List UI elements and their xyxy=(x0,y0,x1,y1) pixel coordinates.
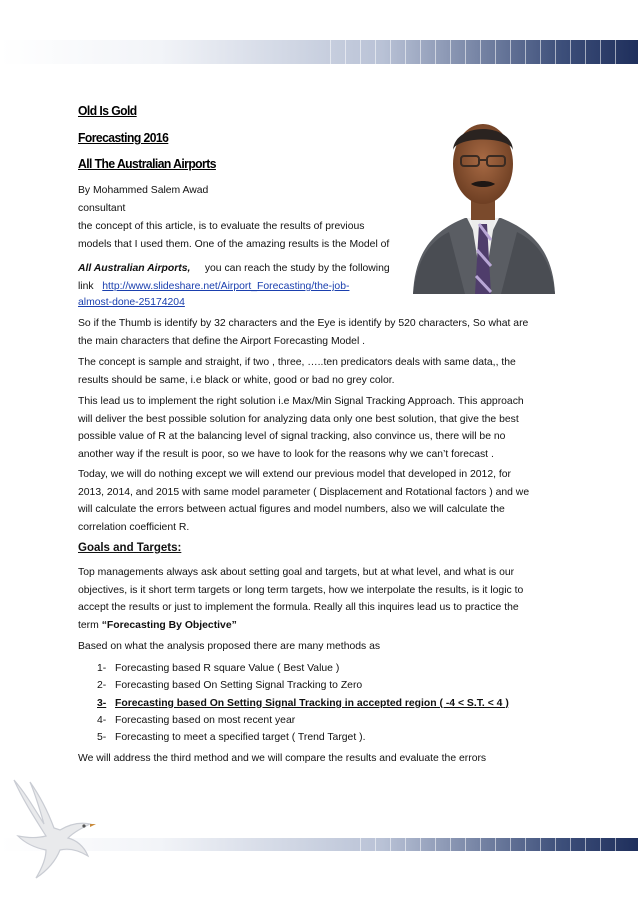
paragraph-line-last xyxy=(78,617,558,635)
paragraph-today xyxy=(78,466,558,536)
paragraph-line: objectives, is it short term targets or long term targets, how we interpolate the results, is it logic to xyxy=(78,584,524,596)
title-line-3: All The Australian Airports xyxy=(78,156,216,171)
list-number: 4- xyxy=(97,714,107,726)
paragraph-line: correlation coefficient R. xyxy=(78,521,190,533)
paragraph-line: accept the results or just to implement the formula. Really all this inquires lead us to practice the xyxy=(78,602,519,614)
paragraph-line: 2013, 2014, and 2015 with same model parameter ( Displacement and Rotational factors ) and we xyxy=(78,486,530,498)
paragraph-approach xyxy=(78,393,558,463)
list-number: 2- xyxy=(97,680,107,692)
paragraph-line: This lead us to implement the right solution i.e Max/Min Signal Tracking Approach. This approach xyxy=(78,396,524,407)
intro-line-3 xyxy=(78,262,390,276)
paragraph-line: So if the Thumb is identify by 32 characters and the Eye is identify by 520 characters, So what are xyxy=(78,318,529,329)
paragraph-line: will calculate the errors between actual figures and model numbers, also we will calculate the xyxy=(78,504,505,516)
link-prefix: link xyxy=(78,281,94,292)
list-number: 1- xyxy=(97,663,107,674)
header-gradient-band xyxy=(0,40,638,64)
list-item xyxy=(97,677,509,694)
paragraph-concept xyxy=(78,354,558,389)
paragraph-line: results should be same, i.e black or white, good or bad no grey color. xyxy=(78,374,395,386)
list-text: Forecasting based On Setting Signal Tracking to Zero xyxy=(115,680,363,692)
methods-list xyxy=(97,660,509,746)
paragraph-line: another way if the result is poor, so we have to look for the reasons why we can’t forecast . xyxy=(78,448,494,460)
list-number: 5- xyxy=(97,732,107,744)
slideshare-link-part-2[interactable]: almost-done-25174204 xyxy=(78,297,185,308)
paragraph-line: possible value of R at the balancing level of signal tracking, also convince us, there will be no xyxy=(78,431,506,443)
intro-line-1: the concept of this article, is to evaluate the results of previous xyxy=(78,221,365,232)
methods-intro: Based on what the analysis proposed there are many methods as xyxy=(78,641,381,652)
list-item-highlighted xyxy=(97,695,509,712)
intro-line-3-text: you can reach the study by the following xyxy=(204,263,390,274)
list-item xyxy=(97,729,509,746)
intro-link-line xyxy=(78,280,349,294)
list-text: Forecasting based on most recent year xyxy=(115,714,296,726)
role-line: consultant xyxy=(78,203,126,214)
title-line-1: Old Is Gold xyxy=(78,103,137,118)
author-portrait xyxy=(405,100,561,294)
list-item xyxy=(97,660,509,677)
goals-heading: Goals and Targets: xyxy=(78,542,182,554)
intro-link-line-2 xyxy=(78,296,185,310)
paragraph-line: will deliver the best possible solution for analyzing data only one best solution, that give the best xyxy=(78,413,519,425)
list-text: Forecasting to meet a specified target ( Trend Target ). xyxy=(115,732,366,744)
list-text: Forecasting based R square Value ( Best Value ) xyxy=(115,663,340,674)
paragraph-line: the main characters that define the Airport Forecasting Model . xyxy=(78,335,366,347)
list-text: Forecasting based On Setting Signal Tracking in accepted region ( -4 < S.T. < 4 ) xyxy=(115,697,509,709)
goals-paragraph xyxy=(78,564,558,634)
model-emphasis: All Australian Airports, xyxy=(78,263,191,274)
forecasting-by-objective: “Forecasting By Objective” xyxy=(101,619,237,631)
goals-last-prefix: term xyxy=(78,619,99,631)
intro-line-2: models that I used them. One of the amazing results is the Model of xyxy=(78,239,390,250)
paragraph-line: Today, we will do nothing except we will extend our previous model that developed in 2012, for xyxy=(78,469,512,480)
paragraph-line: The concept is sample and straight, if two , three, …..ten predicators deals with same data,, the xyxy=(78,357,516,368)
title-line-2: Forecasting 2016 xyxy=(78,130,169,145)
list-item xyxy=(97,712,509,729)
dove-logo-icon xyxy=(0,774,110,884)
paragraph-line: Top managements always ask about setting goal and targets, but at what level, and what is our xyxy=(78,567,515,578)
author-line: By Mohammed Salem Awad xyxy=(78,185,209,196)
paragraph-thumb-eye xyxy=(78,315,558,350)
list-number: 3- xyxy=(97,697,107,709)
closing-line: We will address the third method and we will compare the results and evaluate the errors xyxy=(78,753,487,764)
slideshare-link-part-1[interactable]: http://www.slideshare.net/Airport_Forecasting/the-job- xyxy=(102,281,350,292)
